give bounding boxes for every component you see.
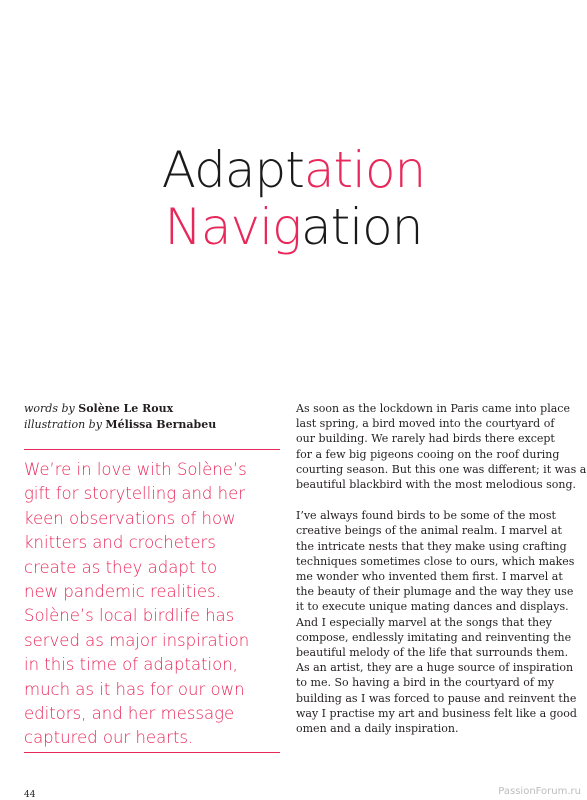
page-number: 44 [24, 790, 36, 800]
body-paragraph-1: As soon as the lockdown in Paris came into place last spring, a bird moved into the courtyard of our building. We rarely had birds there except for a few big pigeons cooing on the roof during courting season. But this one was different; it was a beautiful blackbird with the most melodious song. [296, 402, 587, 492]
title-line-1: Adaptation [161, 141, 426, 199]
watermark: PassionForum.ru [498, 786, 581, 797]
pull-quote-bottom-rule [24, 752, 280, 753]
illustrator-credit: illustration by Mélissa Bernabeu [24, 418, 217, 431]
pull-quote: We’re in love with Solène’s gift for storytelling and her keen observations of how knitters and crocheters create as they adapt to new pandemic realities. Solène’s local birdlife has served as major inspiration in this time of adaptation, much as it has for our own editors, and her message captured our hearts. [24, 460, 250, 748]
article-body [296, 401, 587, 752]
byline [24, 401, 284, 433]
pull-quote-top-rule [24, 449, 280, 450]
title-line-2: Navigation [164, 198, 423, 256]
author-credit: words by Solène Le Roux [24, 402, 174, 415]
body-paragraph-2: I’ve always found birds to be some of the most creative beings of the animal realm. I marvel at the intricate nests that they make using crafting techniques sometimes close to ours, which makes me wonder who invented them first. I marvel at the beauty of their plumage and the way they use it to execute unique mating dances and displays. And I especially marvel at the songs that they compose, endlessly imitating and reinventing the beautiful melody of the life that surrounds them. As an artist, they are a huge source of inspiration to me. So having a bird in the courtyard of my building as I was forced to pause and reinvent the way I practise my art and business felt like a good omen and a daily inspiration. [296, 509, 577, 736]
